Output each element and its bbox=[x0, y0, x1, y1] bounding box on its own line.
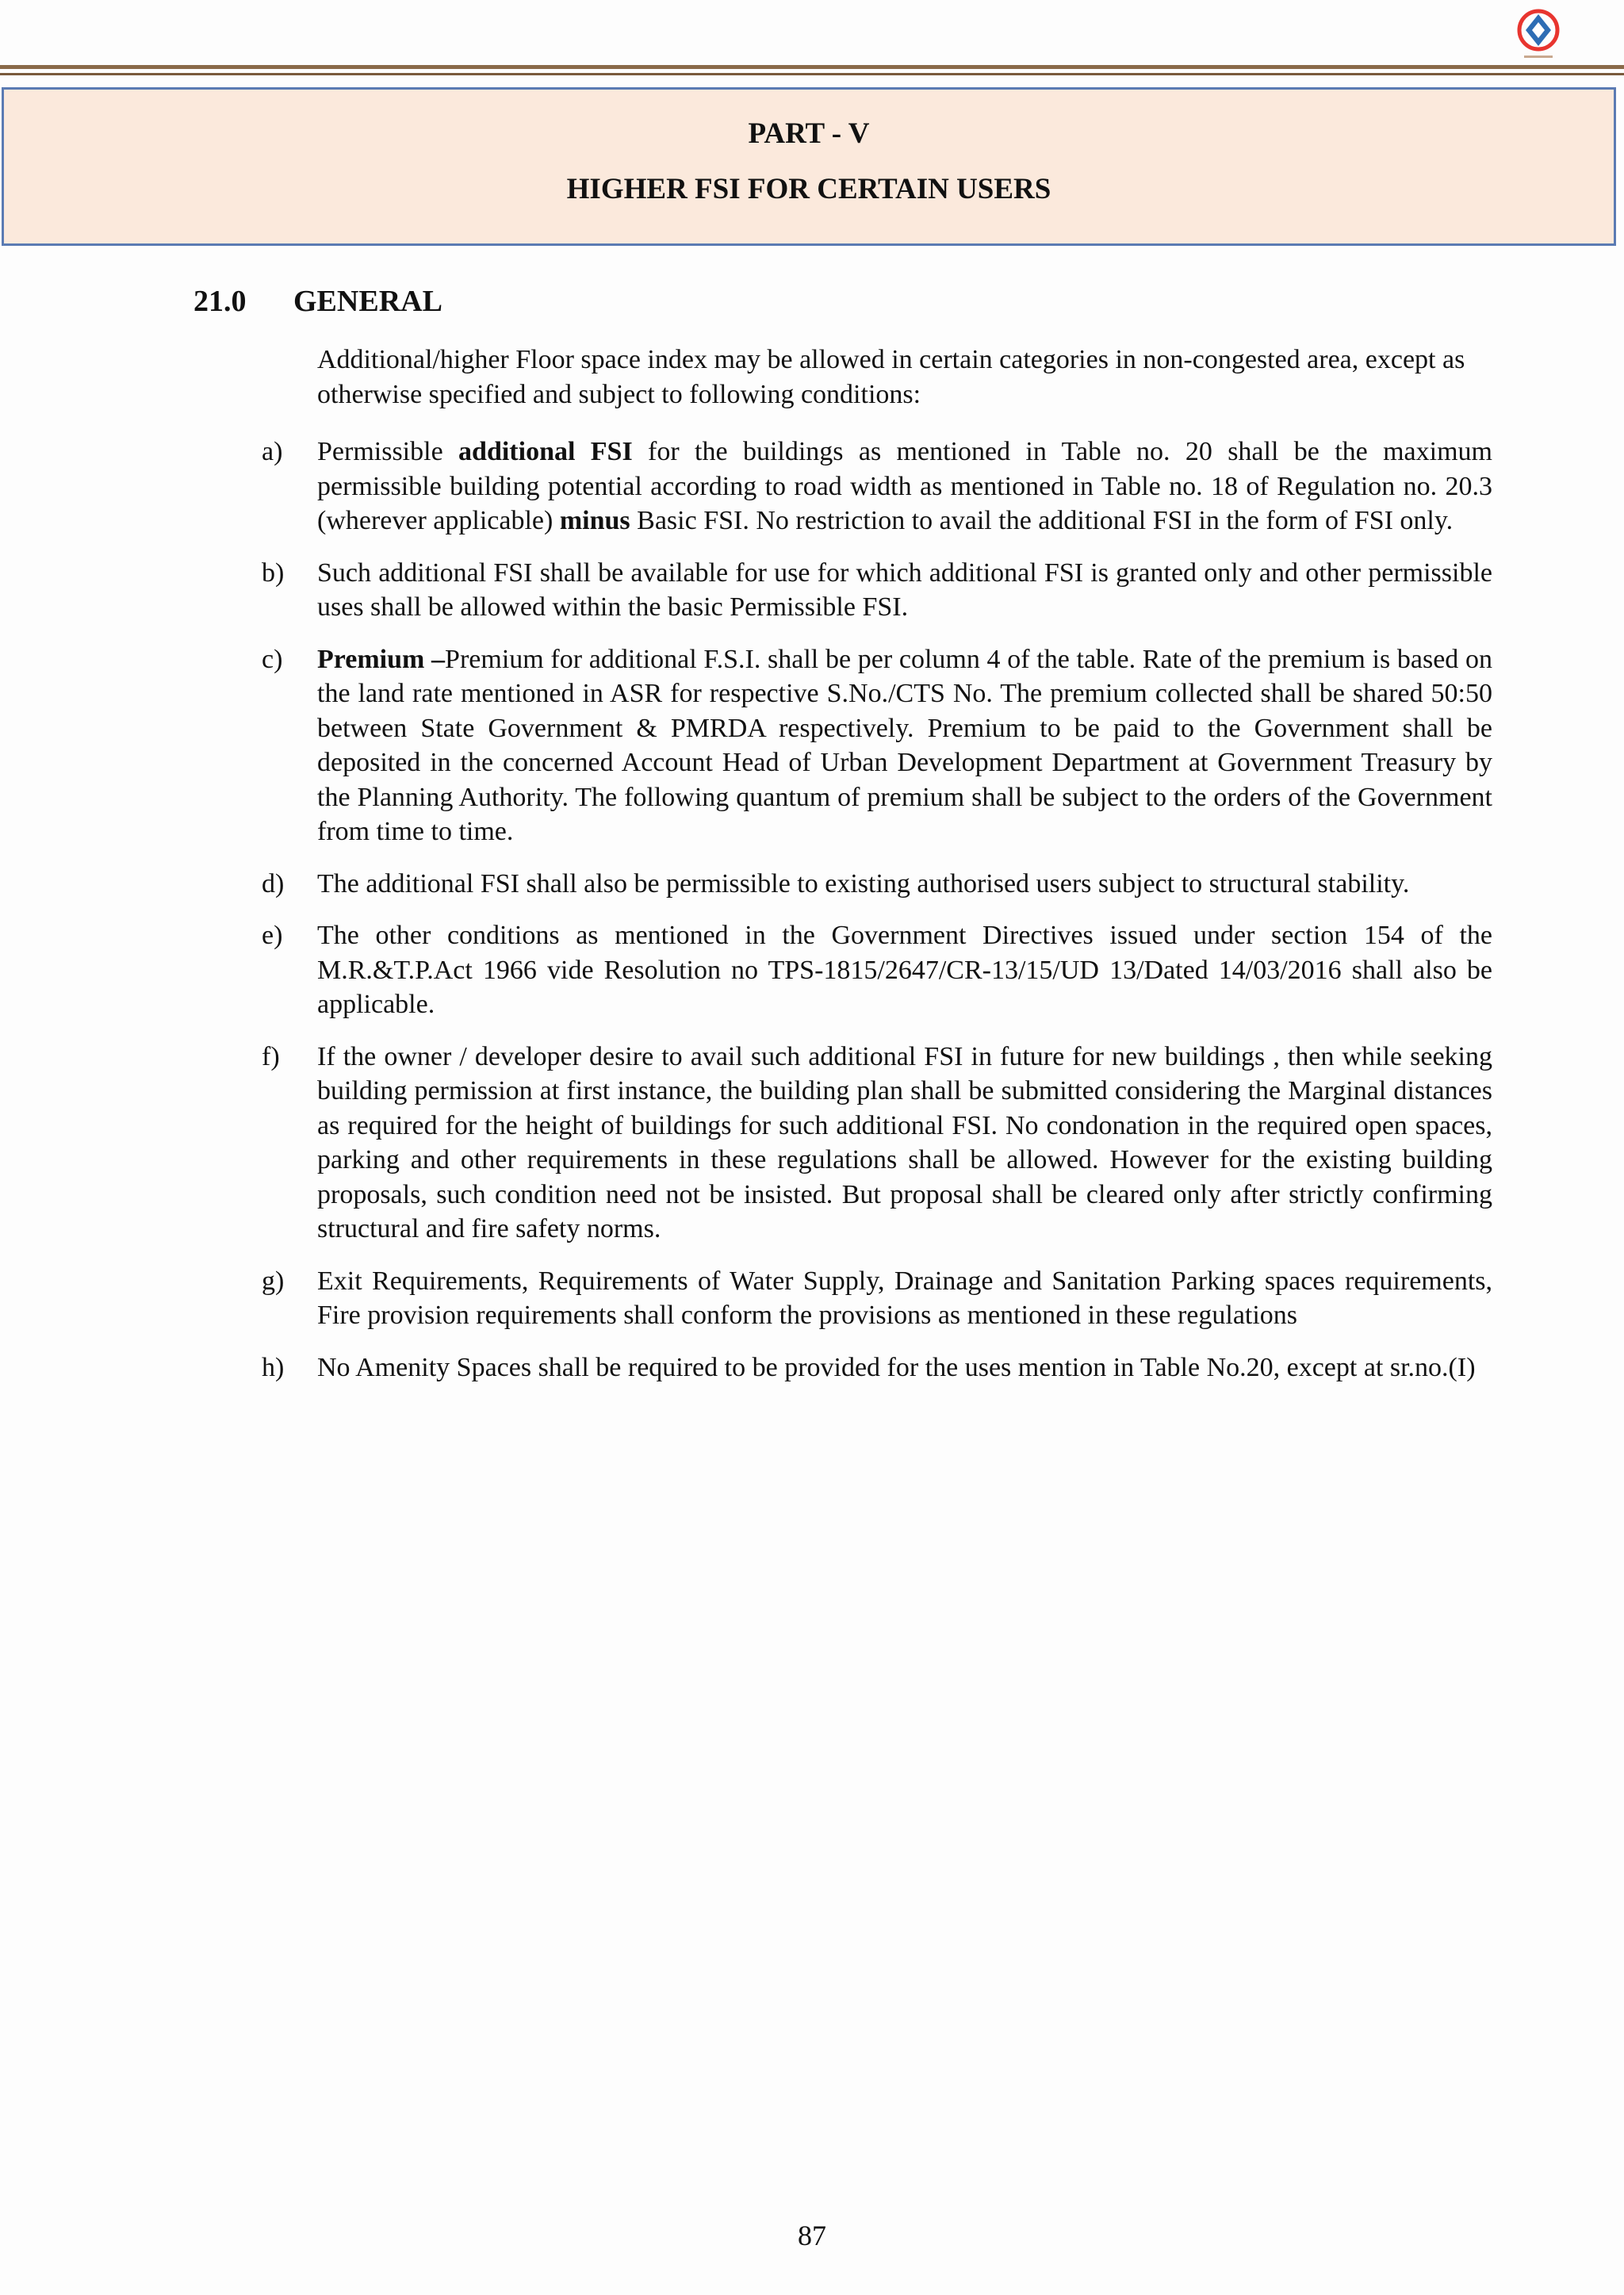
clause-marker: g) bbox=[262, 1266, 285, 1296]
clause-item bbox=[262, 1264, 1492, 1333]
header-rule-bottom bbox=[0, 73, 1624, 75]
header-rule-top bbox=[0, 65, 1624, 69]
clause-text: If the owner / developer desire to avail such additional FSI in future for new buildings , then while seeking building permission at first instance, the building plan shall be submitted considering the Marginal distances as required for the height of buildings for such additional FSI. No condonation in the required open spaces, parking and other requirements in these regulations shall be allowed. However for the existing building proposals, such condition need not be insisted. But proposal shall be cleared only after strictly confirming structural and fire safety norms. bbox=[317, 1041, 1492, 1243]
part-title: PART - V bbox=[748, 117, 870, 150]
clause-item bbox=[262, 918, 1492, 1022]
clause-text: Basic FSI. No restriction to avail the additional FSI in the form of FSI only. bbox=[630, 506, 1454, 535]
clause-emphasis: additional FSI bbox=[458, 437, 633, 466]
section-number: 21.0 bbox=[193, 285, 247, 318]
clause-text: No Amenity Spaces shall be required to be provided for the uses mention in Table No.20, except at sr.no.(I) bbox=[317, 1352, 1476, 1382]
clause-item bbox=[262, 642, 1492, 849]
clause-item bbox=[262, 867, 1492, 902]
clause-marker: e) bbox=[262, 921, 283, 950]
section-intro: Additional/higher Floor space index may be allowed in certain categories in non-congested area, except as otherwise specified and subject to following conditions: bbox=[317, 345, 1465, 409]
section-title: GENERAL bbox=[293, 285, 442, 318]
clause-text: The additional FSI shall also be permissible to existing authorised users subject to structural stability. bbox=[317, 868, 1410, 898]
clause-text: for the buildings as mentioned in Table no. 20 shall be the maximum permissible building potential according to road width as mentioned in Table no. 18 of Regulation no. 20.3 (wherever applicable) bbox=[317, 437, 1492, 535]
clause-text: Exit Requirements, Requirements of Water Supply, Drainage and Sanitation Parking spaces requirements, Fire provision requirements shall conform the provisions as mentioned in these regulations bbox=[317, 1266, 1492, 1330]
part-banner bbox=[2, 87, 1616, 246]
clause-item bbox=[262, 435, 1492, 538]
clause-emphasis: minus bbox=[559, 506, 630, 535]
clause-emphasis: Premium – bbox=[317, 644, 446, 674]
part-subtitle: HIGHER FSI FOR CERTAIN USERS bbox=[566, 173, 1051, 205]
clause-marker: b) bbox=[262, 557, 285, 588]
clause-item bbox=[262, 1351, 1492, 1385]
clause-item bbox=[262, 1040, 1492, 1247]
clause-marker: d) bbox=[262, 868, 285, 898]
clause-text: Such additional FSI shall be available for use for which additional FSI is granted only and other permissible uses shall be allowed within the basic Permissible FSI. bbox=[317, 557, 1492, 622]
clause-marker: f) bbox=[262, 1041, 280, 1071]
clause-text: Permissible bbox=[317, 437, 459, 466]
clause-marker: c) bbox=[262, 644, 283, 674]
clause-marker: a) bbox=[262, 437, 283, 466]
page-number: 87 bbox=[798, 2220, 826, 2251]
clause-marker: h) bbox=[262, 1352, 285, 1382]
organization-logo-icon bbox=[1513, 6, 1564, 63]
clause-item bbox=[262, 556, 1492, 625]
clause-text: The other conditions as mentioned in the Government Directives issued under section 154 of the M.R.&T.P.Act 1966 vide Resolution no TPS-1815/2647/CR-13/15/UD 13/Dated 14/03/2016 shall also be applicable. bbox=[317, 921, 1492, 1019]
clause-list bbox=[262, 435, 1492, 1402]
clause-text: Premium for additional F.S.I. shall be per column 4 of the table. Rate of the premium is based on the land rate mentioned in ASR for respective S.No./CTS No. The premium collected shall be shared 50:50 between State Government & PMRDA respectively. Premium to be paid to the Government shall be deposited in the concerned Account Head of Urban Development Department at Government Treasury by the Planning Authority. The following quantum of premium shall be subject to the orders of the Government from time to time. bbox=[317, 644, 1492, 846]
